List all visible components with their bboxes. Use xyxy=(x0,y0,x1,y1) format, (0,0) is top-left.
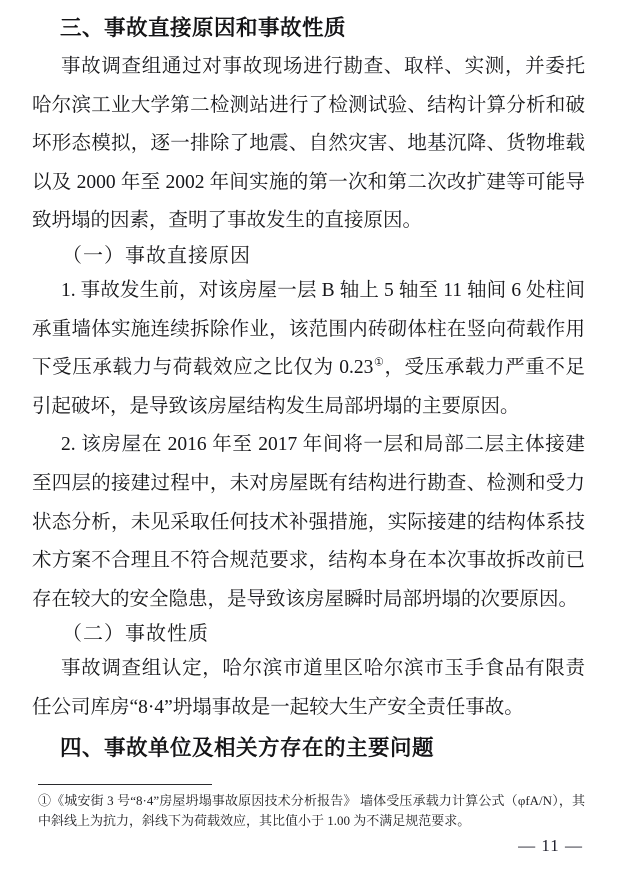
footnote-text: ①《城安街 3 号“8·4”房屋坍塌事故原因技术分析报告》 墙体受压承载力计算公式（φfA/N），其中斜线上为抗力，斜线下为荷载效应，其比值小于 1.00 为不满足规范要求。 xyxy=(38,793,585,828)
paragraph-accident-nature: 事故调查组认定，哈尔滨市道里区哈尔滨市玉手食品有限责任公司库房“8·4”坍塌事故是一起较大生产安全责任事故。 xyxy=(32,658,585,718)
paragraph-cause-1-text: 1. 事故发生前，对该房屋一层 B 轴上 5 轴至 11 轴间 6 处柱间承重墙体实施连续拆除作业，该范围内砖砌体柱在竖向荷载作用下受压承载力与荷载效应之比仅为 0.23 xyxy=(32,279,585,379)
paragraph-cause-1 xyxy=(32,272,585,426)
subheading-direct-cause: （一）事故直接原因 xyxy=(62,244,251,267)
page-number: — 11 — xyxy=(518,836,583,855)
footnote-area xyxy=(38,784,585,830)
footnote-reference-mark: ① xyxy=(373,356,385,369)
section-heading-responsible-units: 四、事故单位及相关方存在的主要问题 xyxy=(60,735,435,760)
paragraph-cause-2: 2. 该房屋在 2016 年至 2017 年间将一层和局部二层主体接建至四层的接建过程中，未对房屋既有结构进行勘查、检测和受力状态分析，未见采取任何技术补强措施，实际接建的结构体系技术方案不合理且不符合规范要求，结构本身在本次事故拆改前已存在较大的安全隐患，是导致该房屋瞬时局部坍塌的次要原因。 xyxy=(32,434,585,610)
page-content xyxy=(32,8,585,768)
subheading-accident-nature: （二）事故性质 xyxy=(62,623,209,646)
paragraph-investigation-intro: 事故调查组通过对事故现场进行勘查、取样、实测，并委托哈尔滨工业大学第二检测站进行了检测试验、结构计算分析和破坏形态模拟，逐一排除了地震、自然灾害、地基沉降、货物堆载以及 2000 年至 2002 年间实施的第一次和第二次改扩建等可能导致坍塌的因素，查明了事故发生的直接原因。 xyxy=(32,56,585,232)
section-heading-direct-cause: 三、事故直接原因和事故性质 xyxy=(60,16,347,40)
paragraph-cause-1-continuation: ，受压承载力严重不足引起破坏，是导致该房屋结构发生局部坍塌的主要原因。 xyxy=(32,357,585,417)
footnote-separator-line xyxy=(38,784,212,785)
